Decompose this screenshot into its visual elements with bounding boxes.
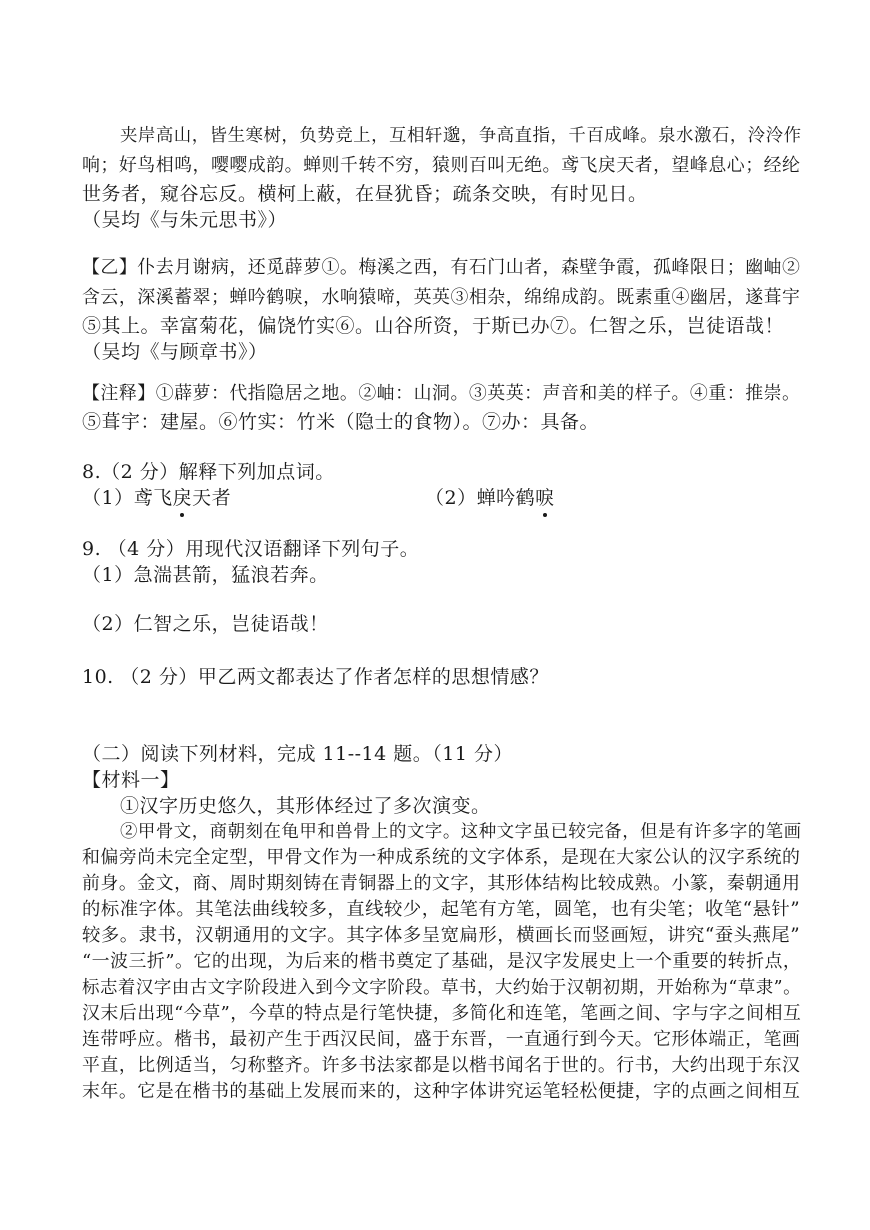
yi-source: （吴均《与顾章书》） (82, 341, 268, 363)
q8-item-1-prefix: （1）鸢飞 (82, 487, 173, 509)
notes-line-1: 【注释】①薜萝：代指隐居之地。②岫：山洞。③英英：声音和美的样子。④重：推崇。 (82, 383, 801, 404)
q9-item-1: （1）急湍甚箭，猛浪若奔。 (82, 564, 329, 586)
material1-para-2-line-5: 较多。隶书，汉朝通用的文字。其字体多呈宽扁形，横画长而竖画短，讲究“蚕头燕尾” (82, 925, 801, 946)
jia-line-3: 世务者，窥谷忘反。横柯上蔽，在昼犹昏；疏条交映，有时见日。 (82, 183, 648, 205)
jia-source: （吴均《与朱元思书》） (82, 209, 288, 231)
yi-line-2: 含云，深溪蓄翠；蝉吟鹤唳，水响猿啼，英英③相杂，绵绵成韵。既素重④幽居，遂葺宇 (82, 287, 801, 308)
material1-para-2-line-6: “一波三折”。它的出现，为后来的楷书奠定了基础，是汉字发展史上一个重要的转折点， (82, 951, 802, 972)
material1-para-2-line-10: 平直，比例适当，匀称整齐。许多书法家都是以楷书闻名于世的。行书，大约出现于东汉 (82, 1055, 801, 1076)
material1-heading: 【材料一】 (82, 769, 180, 791)
q8-item-2-dotted-word: 唳 (535, 487, 555, 509)
q8-item-1-suffix: 天者 (192, 487, 232, 509)
q8-item-2-prefix: （2）蝉吟鹤 (425, 487, 536, 509)
material1-para-2-line-9: 连带呼应。楷书，最初产生于西汉民间，盛于东晋，一直通行到今天。它形体端正，笔画 (82, 1029, 801, 1050)
material1-para-2-line-3: 前身。金文，商、周时期刻铸在青铜器上的文字，其形体结构比较成熟。小篆，秦朝通用 (82, 873, 801, 894)
q8-item-1-dotted-word: 戾 (172, 487, 193, 509)
material1-para-2-line-4: 的标准字体。其笔法曲线较多，直线较少，起笔有方笔，圆笔，也有尖笔；收笔“悬针” (82, 899, 801, 920)
q8-item-2 (425, 485, 555, 511)
material1-para-2-line-2: 和偏旁尚未完全定型，甲骨文作为一种成系统的文字体系，是现在大家公认的汉字系统的 (82, 847, 801, 868)
q9-title: 9. （4 分）用现代汉语翻译下列句子。 (82, 538, 420, 560)
jia-line-2: 响；好鸟相鸣，嘤嘤成韵。蝉则千转不穷，猿则百叫无绝。鸢飞戾天者，望峰息心；经纶 (82, 155, 801, 176)
q8-item-1 (82, 485, 231, 511)
notes-line-2: ⑤葺宇：建屋。⑥竹实：竹米（隐士的食物）。⑦办：具备。 (82, 411, 600, 433)
section2-title: （二）阅读下列材料，完成 11--14 题。（11 分） (82, 743, 513, 765)
material1-para-2-line-7: 标志着汉字由古文字阶段进入到今文字阶段。草书，大约始于汉朝初期，开始称为“草隶”。 (82, 978, 802, 998)
yi-line-3: ⑤其上。幸富菊花，偏饶竹实⑥。山谷所资，于斯已办⑦。仁智之乐，岂徒语哉！ (82, 315, 785, 337)
material1-para-2-line-11: 末年。它是在楷书的基础上发展而来的，这种字体讲究运笔轻松便捷，字的点画之间相互 (82, 1081, 801, 1102)
material1-para-2-line-8: 汉末后出现“今草”，今草的特点是行笔快捷，多简化和连笔，笔画之间、字与字之间相互 (82, 1003, 802, 1024)
material1-para-1: ①汉字历史悠久，其形体经过了多次演变。 (120, 795, 491, 817)
jia-line-1: 夹岸高山，皆生寒树，负势竞上，互相轩邈，争高直指，千百成峰。泉水激石，泠泠作 (120, 126, 802, 146)
q10-title: 10. （2 分）甲乙两文都表达了作者怎样的思想情感？ (82, 666, 549, 688)
yi-line-1: 【乙】仆去月谢病，还觅薜萝①。梅溪之西，有石门山者，森壁争霞，孤峰限日；幽岫② (82, 257, 801, 278)
material1-para-2-line-1: ②甲骨文，商朝刻在龟甲和兽骨上的文字。这种文字虽已较完备，但是有许多字的笔画 (120, 822, 802, 842)
q9-item-2: （2）仁智之乐，岂徒语哉！ (82, 613, 329, 635)
q8-title: 8.（2 分）解释下列加点词。 (82, 461, 335, 483)
